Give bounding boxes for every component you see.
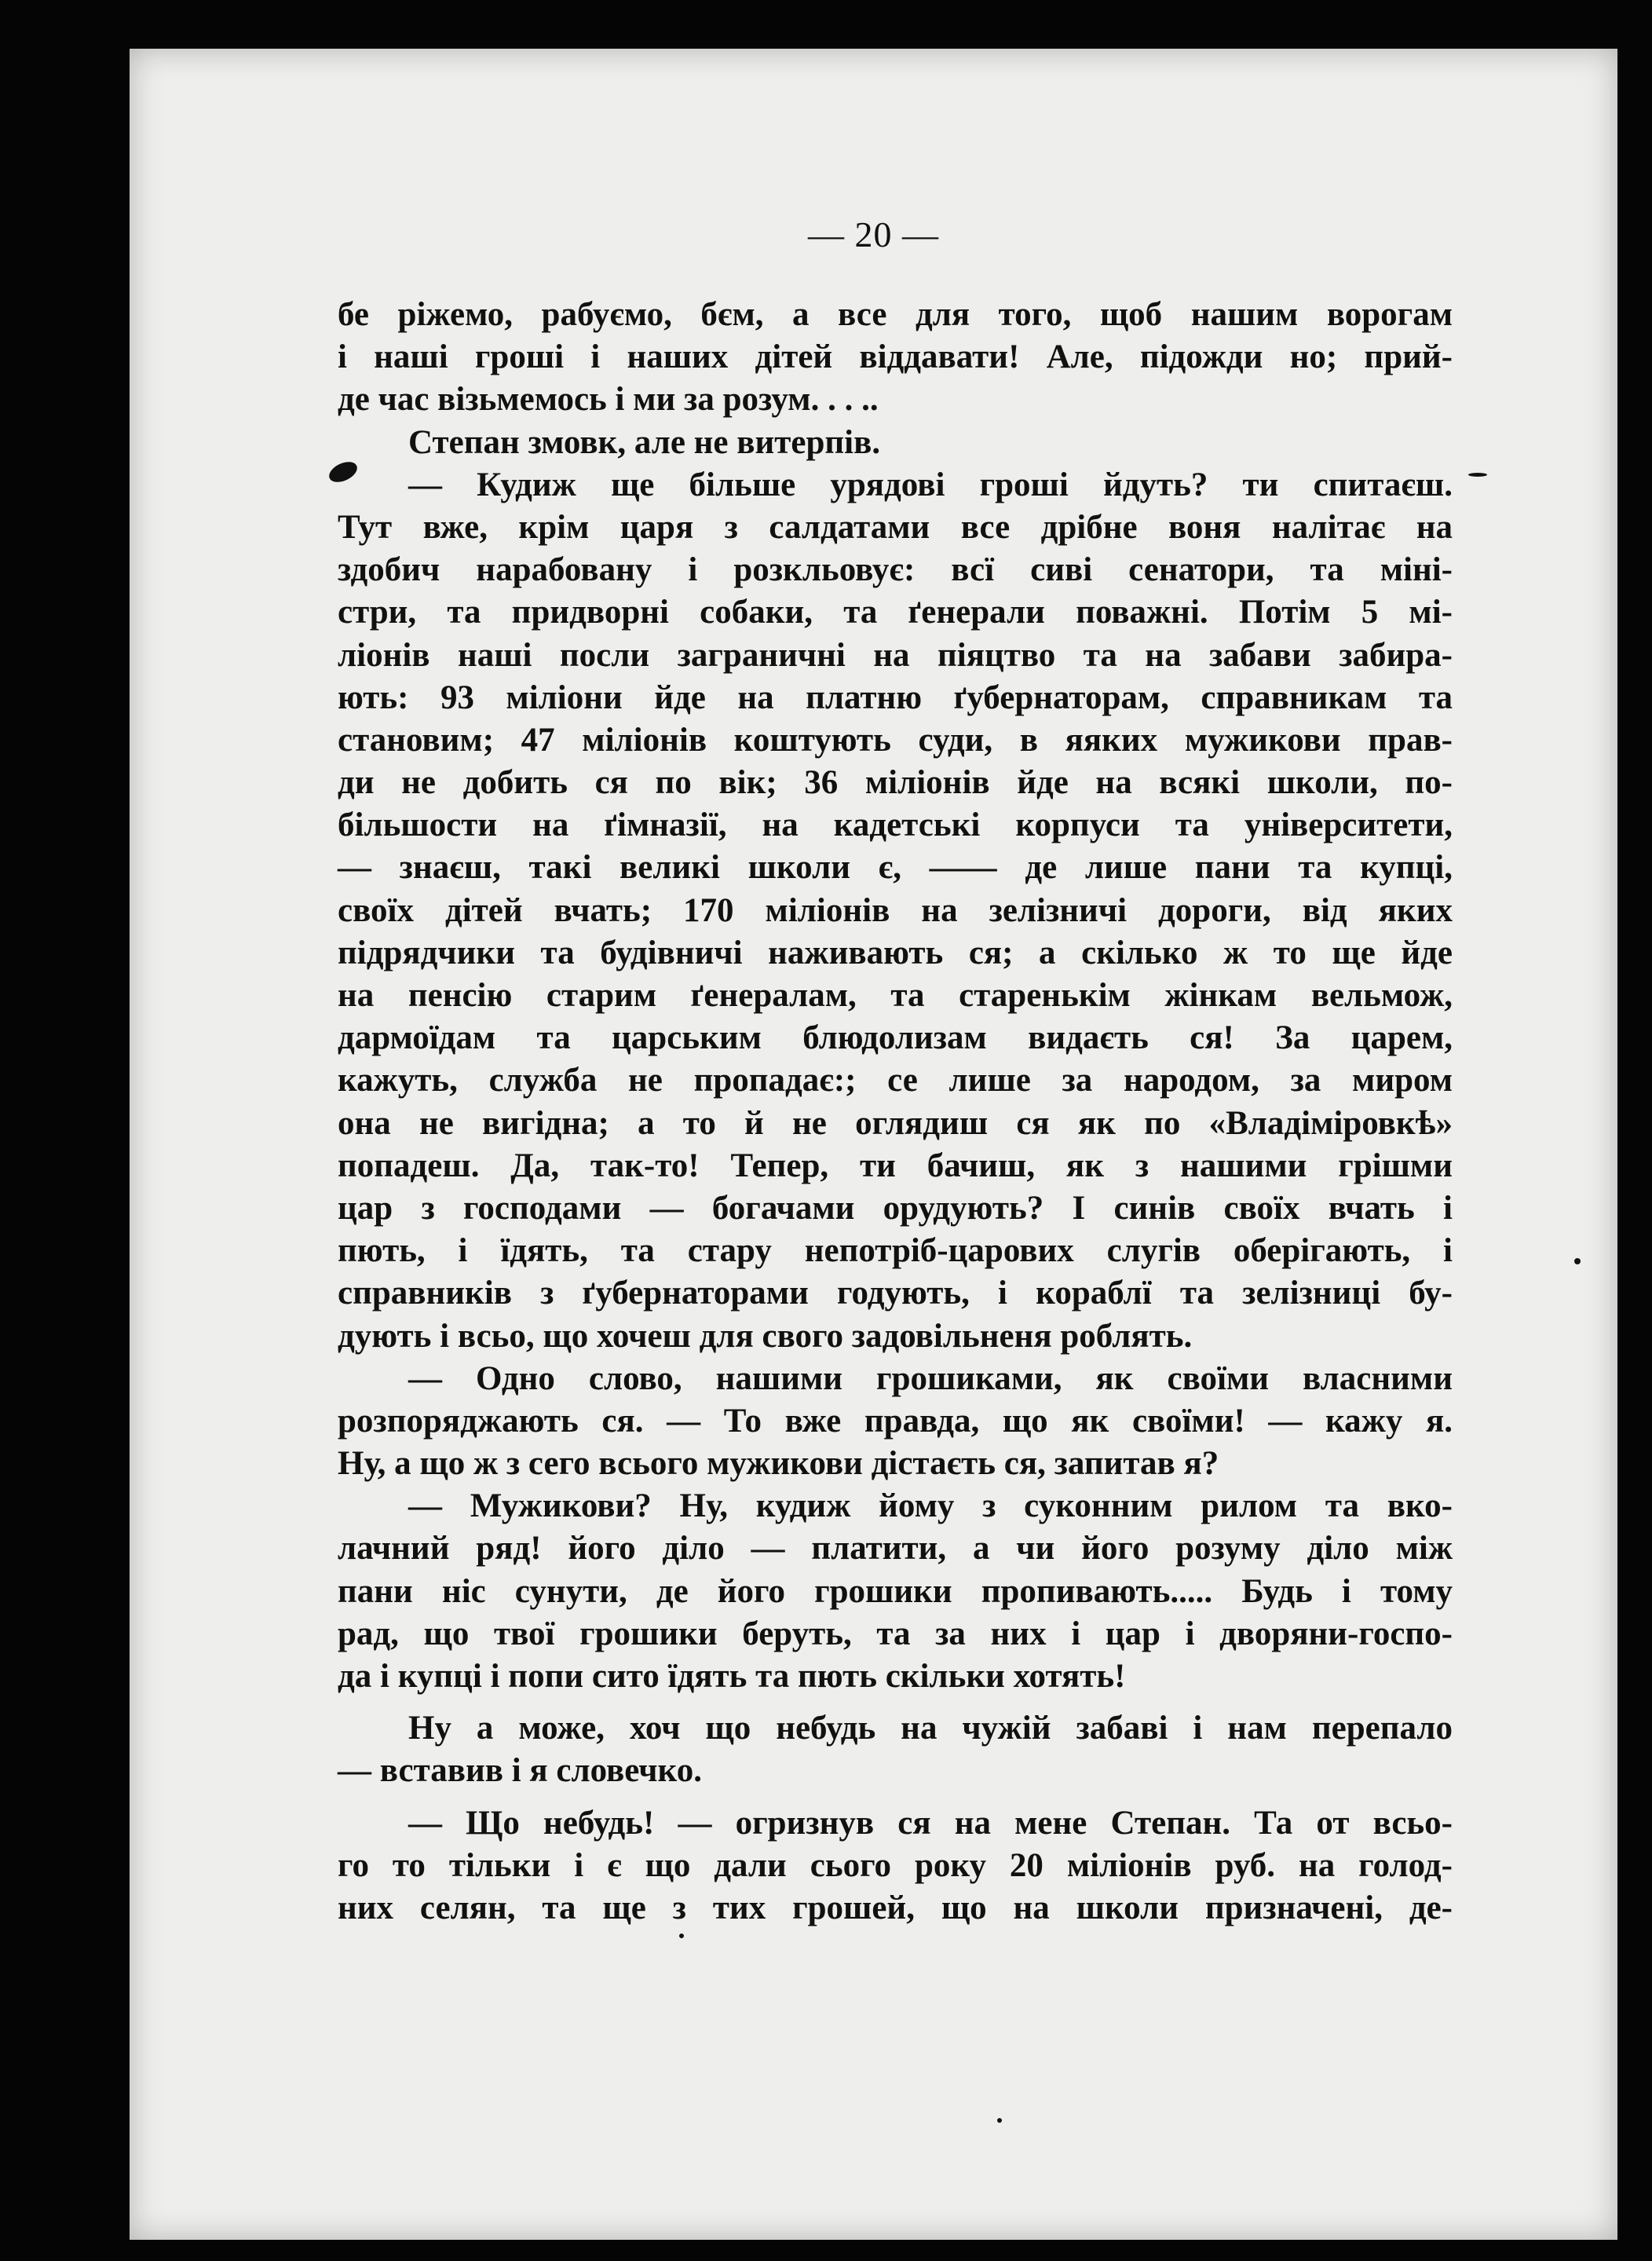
ink-speck	[997, 2118, 1002, 2123]
book-page	[130, 49, 1617, 2240]
page-body-text	[338, 294, 1453, 1930]
text-line: — Мужикови? Ну, кудиж йому з суконним рилом та вко-	[408, 1487, 1453, 1525]
ink-speck	[679, 1934, 684, 1938]
text-line: попадеш. Да, так-то! Тепер, ти бачиш, як з нашими грішми	[338, 1147, 1453, 1184]
text-line: розпоряджають ся. — То вже правда, що як своїми! — кажу я.	[338, 1402, 1453, 1440]
text-line: — вставив і я словечко.	[338, 1752, 702, 1790]
text-line: — знаєш, такі великі школи є, —— де лише пани та купці,	[338, 849, 1453, 887]
text-line: здобич нарабовану і розкльовує: всї сиві сенатори, та міні-	[338, 551, 1453, 589]
text-line: цар з господами — богачами орудують? І синів своїх вчать і	[338, 1189, 1453, 1227]
text-line: го то тільки і є що дали сього року 20 міліонів руб. на голод-	[338, 1846, 1453, 1884]
text-line: Ну а може, хоч що небудь на чужій забаві і нам перепало	[408, 1710, 1453, 1747]
text-line: справників з ґубернаторами годують, і кораблї та зелізниці бу-	[338, 1275, 1453, 1312]
text-line: пани ніс сунути, де його грошики пропивають..... Будь і тому	[338, 1572, 1453, 1610]
text-line: рад, що твої грошики беруть, та за них і цар і дворяни-госпо-	[338, 1615, 1453, 1652]
ink-speck	[1574, 1258, 1581, 1264]
text-line: становим; 47 міліонів коштують суди, в яяких мужикови прав-	[338, 721, 1453, 759]
text-line: — Що небудь! — огризнув ся на мене Степан. Та от всьо-	[408, 1804, 1453, 1842]
text-line: — Кудиж ще більше урядові гроші йдуть? ти спитаєш.	[408, 466, 1453, 503]
text-line: своїх дітей вчать; 170 міліонів на зелізничі дороги, від яких	[338, 891, 1453, 929]
text-line: і наші гроші і наших дітей віддавати! Але, підожди но; прий-	[338, 338, 1453, 376]
text-line: пють, і їдять, та стару непотріб-царових слугів оберігають, і	[338, 1232, 1453, 1270]
text-line: ліонів наші посли заграничні на піяцтво та на забави забира-	[338, 636, 1453, 674]
text-line: — Одно слово, нашими грошиками, як своїми власними	[408, 1359, 1453, 1397]
text-line: ють: 93 міліони йде на платню ґубернаторам, справникам та	[338, 679, 1453, 716]
text-line: дармоїдам та царським блюдолизам видаєть ся! За царем,	[338, 1019, 1453, 1057]
text-line: дують і всьо, що хочеш для свого задовільненя роблять.	[338, 1317, 1193, 1355]
text-line: них селян, та ще з тих грошей, що на школи призначені, де-	[338, 1889, 1453, 1926]
text-line: ди не добить ся по вік; 36 міліонів йде на всякі школи, по-	[338, 764, 1453, 802]
text-line: підрядчики та будівничі наживають ся; а скілько ж то ще йде	[338, 934, 1453, 971]
text-line: кажуть, служба не пропадає:; се лише за народом, за миром	[338, 1062, 1453, 1099]
text-line: більшости на ґімназії, на кадетські корпуси та університети,	[338, 807, 1453, 844]
text-line: Тут вже, крім царя з салдатами все дрібне воня налітає на	[338, 508, 1453, 546]
text-line: стри, та придворні собаки, та ґенерали поважні. Потім 5 мі-	[338, 594, 1453, 631]
text-line: она не вигідна; а то й не оглядиш ся як по «Владіміровкѣ»	[338, 1104, 1453, 1142]
text-line: на пенсію старим ґенералам, та старенькім жінкам вельмож,	[338, 977, 1453, 1014]
text-line: Степан змовк, але не витерпів.	[408, 423, 881, 461]
page-number: — 20 —	[808, 214, 939, 254]
text-line: де час візьмемось і ми за розум. . . ..	[338, 381, 879, 419]
text-line: Ну, а що ж з сего всього мужикови дістаєть ся, запитав я?	[338, 1445, 1219, 1483]
text-line: бе ріжемо, рабуємо, бєм, а все для того, щоб нашим ворогам	[338, 296, 1453, 333]
text-line: да і купці і попи сито їдять та пють скільки хотять!	[338, 1658, 1126, 1695]
ink-speck	[1468, 473, 1487, 477]
text-line: лачний ряд! його діло — платити, а чи його розуму діло між	[338, 1530, 1453, 1568]
